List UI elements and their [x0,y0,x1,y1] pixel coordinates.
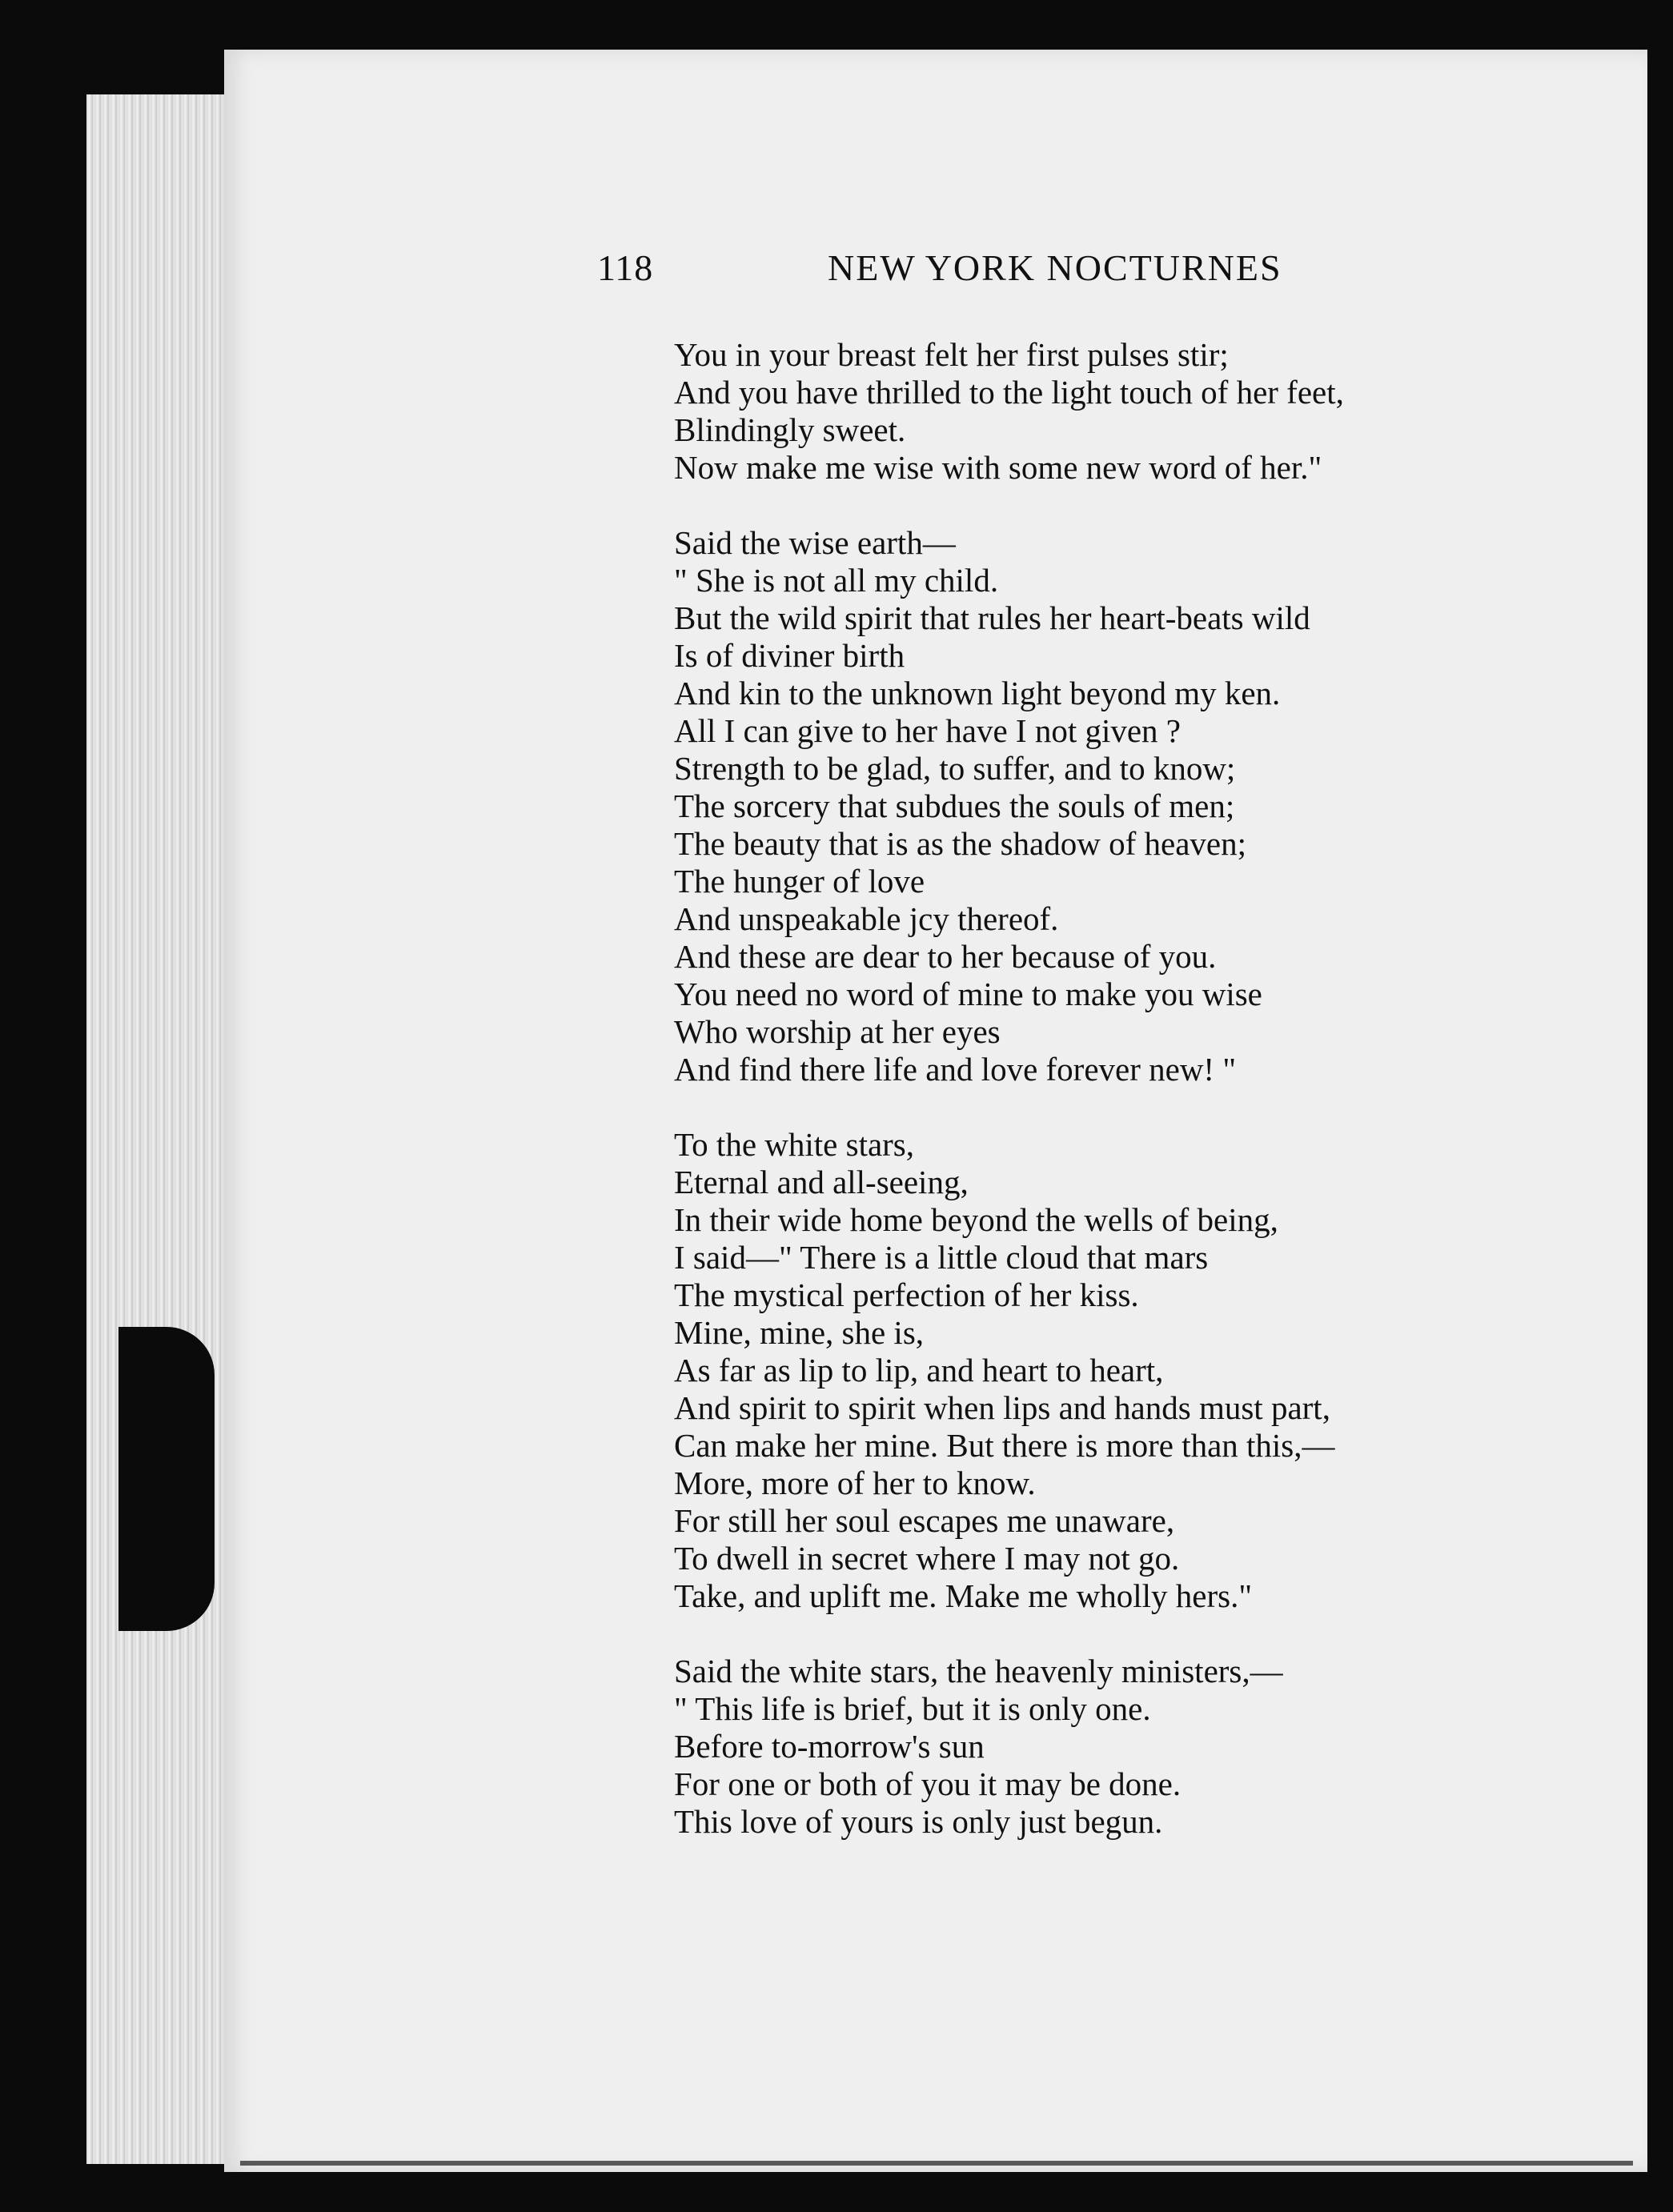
poem-line: To dwell in secret where I may not go. [674,1540,1180,1577]
page-number: 118 [597,247,654,288]
stanza [674,336,1595,487]
poem-line: And kin to the unknown light beyond my ken. [674,675,1281,711]
poem-line: More, more of her to know. [674,1465,1036,1501]
page-bottom-edge [240,2161,1633,2166]
poem-line: Blindingly sweet. [674,411,906,448]
poem-line: This love of yours is only just begun. [674,1803,1163,1840]
poem-line: " This life is brief, but it is only one. [674,1690,1151,1727]
poem-line: Who worship at her eyes [674,1013,1001,1050]
poem-line: Take, and uplift me. Make me wholly hers." [674,1577,1253,1614]
poem-line: But the wild spirit that rules her heart-beats wild [674,599,1310,636]
poem-line: Said the wise earth— [674,524,956,561]
poem-line: And these are dear to her because of you. [674,938,1217,975]
poem-text [674,336,1595,1878]
poem-line: And unspeakable jcy thereof. [674,900,1059,937]
poem-line: Said the white stars, the heavenly ministers,— [674,1653,1283,1689]
poem-line: And find there life and love forever new! " [674,1051,1237,1088]
poem-line: In their wide home beyond the wells of being, [674,1201,1278,1238]
poem-line: You in your breast felt her first pulses stir; [674,336,1229,373]
poem-line: For one or both of you it may be done. [674,1765,1182,1802]
poem-line: And you have thrilled to the light touch of her feet, [674,374,1344,411]
poem-line: Can make her mine. But there is more than this,— [674,1427,1335,1464]
poem-line: And spirit to spirit when lips and hands must part, [674,1389,1330,1426]
running-title: NEW YORK NOCTURNES [828,247,1282,288]
poem-line: For still her soul escapes me unaware, [674,1502,1175,1539]
poem-line: The mystical perfection of her kiss. [674,1276,1139,1313]
poem-line: To the white stars, [674,1126,915,1163]
poem-line: The sorcery that subdues the souls of men; [674,787,1235,824]
stanza [674,1653,1595,1841]
poem-line: " She is not all my child. [674,562,999,599]
poem-line: The beauty that is as the shadow of heaven; [674,825,1246,862]
poem-line: Mine, mine, she is, [674,1314,925,1351]
stanza [674,1126,1595,1615]
stanza [674,524,1595,1088]
poem-line: You need no word of mine to make you wise [674,976,1262,1012]
poem-line: Strength to be glad, to suffer, and to know; [674,750,1236,787]
poem-line: Before to-morrow's sun [674,1728,985,1765]
poem-line: Now make me wise with some new word of her." [674,449,1322,486]
page-header [597,246,1354,303]
poem-line: Eternal and all-seeing, [674,1164,969,1200]
poem-line: As far as lip to lip, and heart to heart, [674,1352,1164,1389]
poem-line: The hunger of love [674,863,925,900]
poem-line: Is of diviner birth [674,637,905,674]
poem-line: All I can give to her have I not given ? [674,712,1181,749]
poem-line: I said—" There is a little cloud that mars [674,1239,1209,1276]
